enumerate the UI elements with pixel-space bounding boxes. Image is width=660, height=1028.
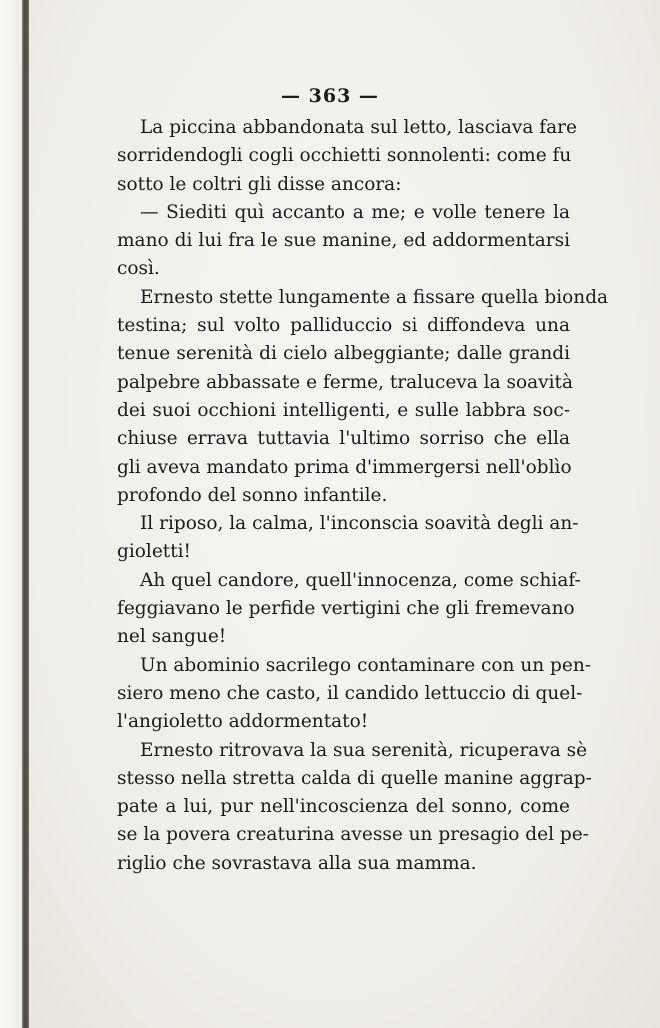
text-line: gli aveva mandato prima d'immergersi nell'oblìo [117, 456, 572, 478]
text-line: nel sangue! [117, 626, 227, 648]
binding-margin [0, 0, 22, 1028]
text-line: profondo del sonno infantile. [117, 484, 388, 506]
text-line: riglio che sovrastava alla sua mamma. [117, 852, 477, 874]
text-line: Un abominio sacrilego contaminare con un pen- [140, 654, 591, 676]
text-line: sorridendogli cogli occhietti sonnolenti: come fu [117, 145, 572, 167]
text-line: pate a lui, pur nell'incoscienza del sonno, come [117, 796, 570, 818]
text-line: feggiavano le perfide vertigini che gli fremevano [117, 598, 575, 620]
text-line: chiuse errava tuttavia l'ultimo sorriso che ella [117, 428, 570, 450]
text-line: se la povera creaturina avesse un presagio del pe- [117, 824, 589, 846]
text-line: Ah quel candore, quell'innocenza, come schiaf- [140, 569, 581, 591]
text-line: siero meno che casto, il candido lettuccio di quel- [117, 682, 583, 704]
text-line: La piccina abbandonata sul letto, lasciava fare [140, 117, 577, 138]
text-line: Il riposo, la calma, l'inconscia soavità degli an- [140, 513, 579, 535]
text-line: palpebre abbassate e ferme, traluceva la soavità [117, 371, 573, 393]
body-text [117, 114, 609, 878]
text-line: gioletti! [117, 541, 191, 563]
text-line: tenue serenità di cielo albeggiante; dalle grandi [117, 343, 570, 365]
text-line: dei suoi occhioni intelligenti, e sulle labbra soc- [117, 399, 570, 421]
page-number: — 363 — [281, 85, 379, 107]
text-line: così. [117, 258, 160, 280]
text-line: Ernesto ritrovava la sua serenità, ricuperava sè [140, 739, 588, 761]
text-line: stesso nella stretta calda di quelle manine aggrap- [117, 767, 592, 789]
text-line: testina; sul volto palliduccio si diffondeva una [117, 315, 570, 337]
text-line: — Siediti quì accanto a me; e volle tenere la [140, 201, 570, 223]
text-line: l'angioletto addormentato! [117, 711, 369, 733]
binding-edge [22, 0, 29, 1028]
text-line: Ernesto stette lungamente a fissare quella bionda [140, 286, 609, 308]
text-line: mano di lui fra le sue manine, ed addormentarsi [117, 230, 570, 252]
text-line: sotto le coltri gli disse ancora: [117, 173, 402, 195]
